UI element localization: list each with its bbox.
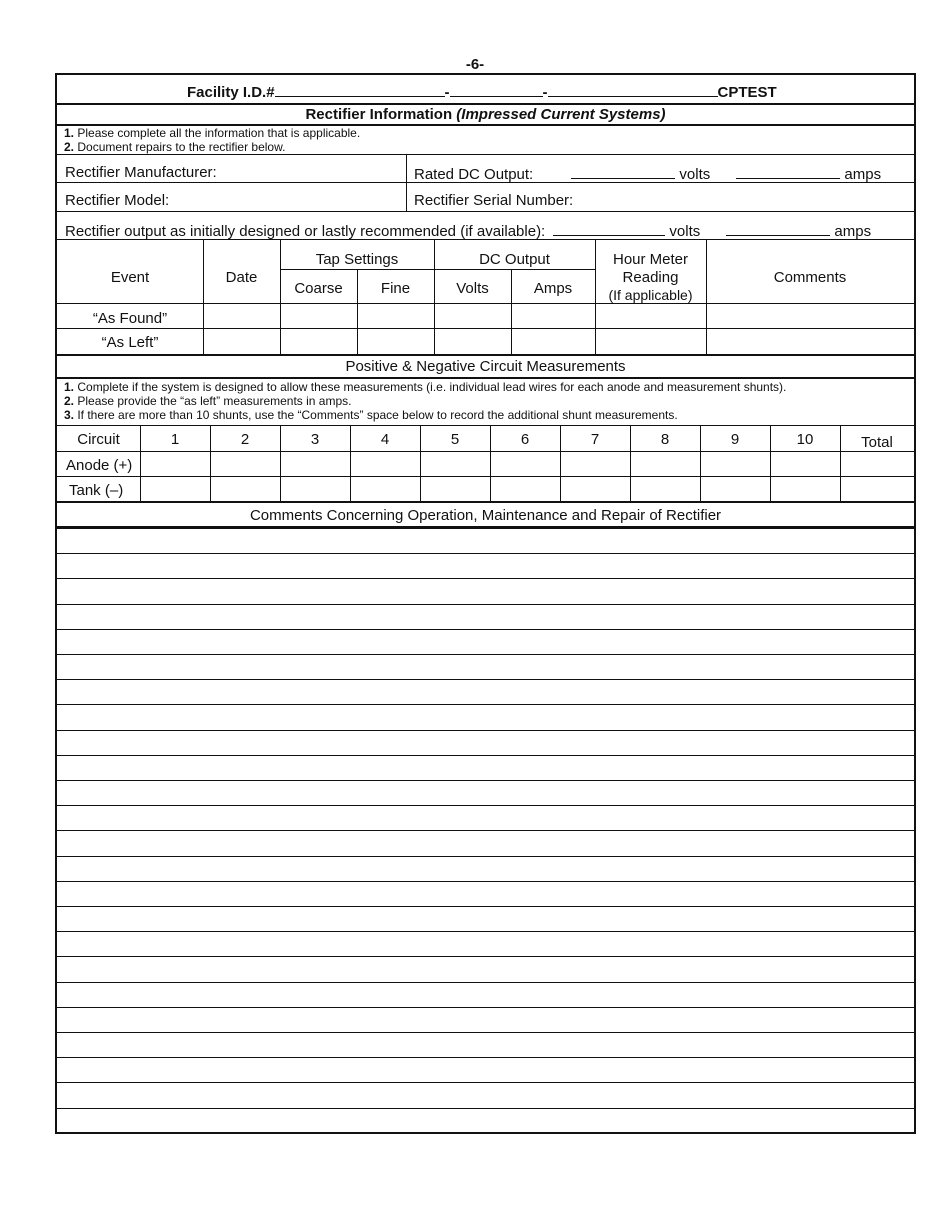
anode-cell[interactable] — [141, 452, 209, 475]
comments-header: Comments — [773, 269, 847, 286]
circuit-number: 1 — [170, 431, 180, 448]
section-title-italic: (Impressed Current Systems) — [456, 106, 666, 123]
design-volts-field[interactable] — [553, 221, 665, 236]
instruction-2 — [64, 140, 285, 154]
date-header: Date — [225, 269, 258, 286]
circuit-instruction-1 — [64, 380, 786, 394]
design-amps-field[interactable] — [726, 221, 830, 236]
divider — [57, 328, 914, 329]
manufacturer-label: Rectifier Manufacturer: — [65, 164, 217, 181]
rated-volts-field[interactable] — [571, 164, 675, 179]
comment-line[interactable] — [57, 578, 914, 579]
divider — [57, 501, 914, 503]
tank-cell[interactable] — [491, 477, 559, 500]
comment-line[interactable] — [57, 931, 914, 932]
comment-line[interactable] — [57, 830, 914, 831]
fine-header: Fine — [380, 280, 411, 297]
section-title-rectifier-info — [57, 106, 914, 123]
comment-line[interactable] — [57, 956, 914, 957]
circuit-number: 8 — [660, 431, 670, 448]
serial-label: Rectifier Serial Number: — [414, 192, 574, 209]
reading-header: Reading — [622, 269, 679, 286]
event-header: Event — [110, 269, 150, 286]
comment-line[interactable] — [57, 629, 914, 630]
divider — [57, 354, 914, 356]
divider — [706, 239, 707, 354]
volts-header: Volts — [456, 280, 489, 297]
divider — [57, 425, 914, 426]
tank-cell[interactable] — [631, 477, 699, 500]
comment-line[interactable] — [57, 982, 914, 983]
facility-id-label: Facility I.D.# — [187, 84, 275, 101]
tank-cell[interactable] — [561, 477, 629, 500]
anode-label: Anode (+) — [66, 457, 133, 474]
anode-cell[interactable] — [561, 452, 629, 475]
comment-line[interactable] — [57, 856, 914, 857]
facility-id-line — [187, 82, 777, 101]
instruction-text: Document repairs to the rectifier below. — [74, 140, 286, 154]
anode-cell[interactable] — [701, 452, 769, 475]
total-header: Total — [861, 434, 893, 451]
comment-line[interactable] — [57, 730, 914, 731]
section-title-plain: Rectifier Information — [305, 106, 457, 123]
tank-cell[interactable] — [351, 477, 419, 500]
instruction-text: Please complete all the information that is applicable. — [74, 126, 361, 140]
volts-unit: volts — [679, 166, 711, 183]
tank-cell[interactable] — [211, 477, 279, 500]
comment-line[interactable] — [57, 755, 914, 756]
section-title-comments: Comments Concerning Operation, Maintenance and Repair of Rectifier — [249, 507, 722, 524]
comment-line[interactable] — [57, 1082, 914, 1083]
instruction-text: Complete if the system is designed to allow these measurements (i.e. individual lead wires for each anode and measurement shunts). — [74, 380, 787, 394]
instruction-number: 1. — [64, 126, 75, 140]
circuit-number: 7 — [590, 431, 600, 448]
circuit-number: 9 — [730, 431, 740, 448]
tap-settings-header: Tap Settings — [315, 251, 399, 268]
anode-cell[interactable] — [631, 452, 699, 475]
divider — [203, 239, 204, 354]
comment-line[interactable] — [57, 780, 914, 781]
amps-header: Amps — [533, 280, 573, 297]
comment-line[interactable] — [57, 604, 914, 605]
tank-cell[interactable] — [281, 477, 349, 500]
tank-cell[interactable] — [421, 477, 489, 500]
facility-id-field-1[interactable] — [275, 82, 445, 97]
anode-cell[interactable] — [281, 452, 349, 475]
dc-output-header: DC Output — [479, 251, 550, 268]
instruction-number: 2. — [64, 394, 75, 408]
facility-id-separator-1: - — [444, 84, 450, 101]
model-label: Rectifier Model: — [65, 192, 170, 209]
anode-cell[interactable] — [491, 452, 559, 475]
circuit-number: 5 — [450, 431, 460, 448]
divider — [57, 377, 914, 379]
anode-cell[interactable] — [351, 452, 419, 475]
circuit-instruction-3 — [64, 408, 678, 422]
circuit-header: Circuit — [77, 431, 120, 448]
facility-id-suffix: CPTEST — [717, 84, 777, 101]
rated-dc-label: Rated DC Output: — [414, 166, 534, 183]
section-title-circuit-measurements: Positive & Negative Circuit Measurements — [345, 358, 626, 375]
tank-label: Tank (–) — [69, 482, 124, 499]
if-applicable-note: (If applicable) — [608, 287, 693, 303]
divider — [57, 103, 914, 105]
instruction-text: Please provide the “as left” measurements in amps. — [74, 394, 352, 408]
comment-line[interactable] — [57, 654, 914, 655]
output-design-label: Rectifier output as initially designed or lastly recommended (if available): — [65, 223, 546, 240]
volts-unit: volts — [669, 223, 701, 240]
comment-line[interactable] — [57, 1032, 914, 1033]
circuit-instruction-2 — [64, 394, 351, 408]
output-design-row — [65, 221, 871, 240]
circuit-number: 2 — [240, 431, 250, 448]
circuit-number: 6 — [520, 431, 530, 448]
divider — [280, 269, 595, 270]
comment-line[interactable] — [57, 1108, 914, 1109]
anode-cell[interactable] — [211, 452, 279, 475]
divider — [57, 154, 914, 155]
anode-cell[interactable] — [421, 452, 489, 475]
divider — [57, 303, 914, 304]
anode-cell[interactable] — [771, 452, 839, 475]
instruction-number: 2. — [64, 140, 75, 154]
comment-line[interactable] — [57, 704, 914, 705]
comment-line[interactable] — [57, 553, 914, 554]
hour-meter-header: Hour Meter — [612, 251, 689, 268]
facility-id-field-3[interactable] — [548, 82, 718, 97]
divider — [57, 182, 914, 183]
comment-line[interactable] — [57, 528, 914, 529]
tank-cell[interactable] — [701, 477, 769, 500]
page-number: -6- — [465, 56, 485, 73]
comment-line[interactable] — [57, 906, 914, 907]
instruction-text: If there are more than 10 shunts, use the “Comments” space below to record the additional shunt measurements. — [74, 408, 678, 422]
rated-amps-field[interactable] — [736, 164, 840, 179]
row-as-left: “As Left” — [101, 334, 159, 351]
facility-id-field-2[interactable] — [450, 82, 543, 97]
comment-line[interactable] — [57, 1057, 914, 1058]
divider — [57, 211, 914, 212]
rectifier-form — [55, 73, 916, 1134]
facility-id-separator-2: - — [542, 84, 548, 101]
comment-line[interactable] — [57, 805, 914, 806]
tank-cell[interactable] — [771, 477, 839, 500]
circuit-number: 10 — [796, 431, 814, 448]
amps-unit: amps — [844, 166, 882, 183]
comment-line[interactable] — [57, 679, 914, 680]
tank-cell[interactable] — [141, 477, 209, 500]
instruction-number: 3. — [64, 408, 75, 422]
circuit-number: 3 — [310, 431, 320, 448]
instruction-number: 1. — [64, 380, 75, 394]
row-as-found: “As Found” — [92, 310, 168, 327]
instruction-1 — [64, 126, 360, 140]
amps-unit: amps — [834, 223, 872, 240]
comment-line[interactable] — [57, 881, 914, 882]
comment-line[interactable] — [57, 1007, 914, 1008]
rated-dc-output-row — [414, 164, 881, 183]
circuit-number: 4 — [380, 431, 390, 448]
coarse-header: Coarse — [294, 280, 343, 297]
divider — [57, 239, 914, 240]
